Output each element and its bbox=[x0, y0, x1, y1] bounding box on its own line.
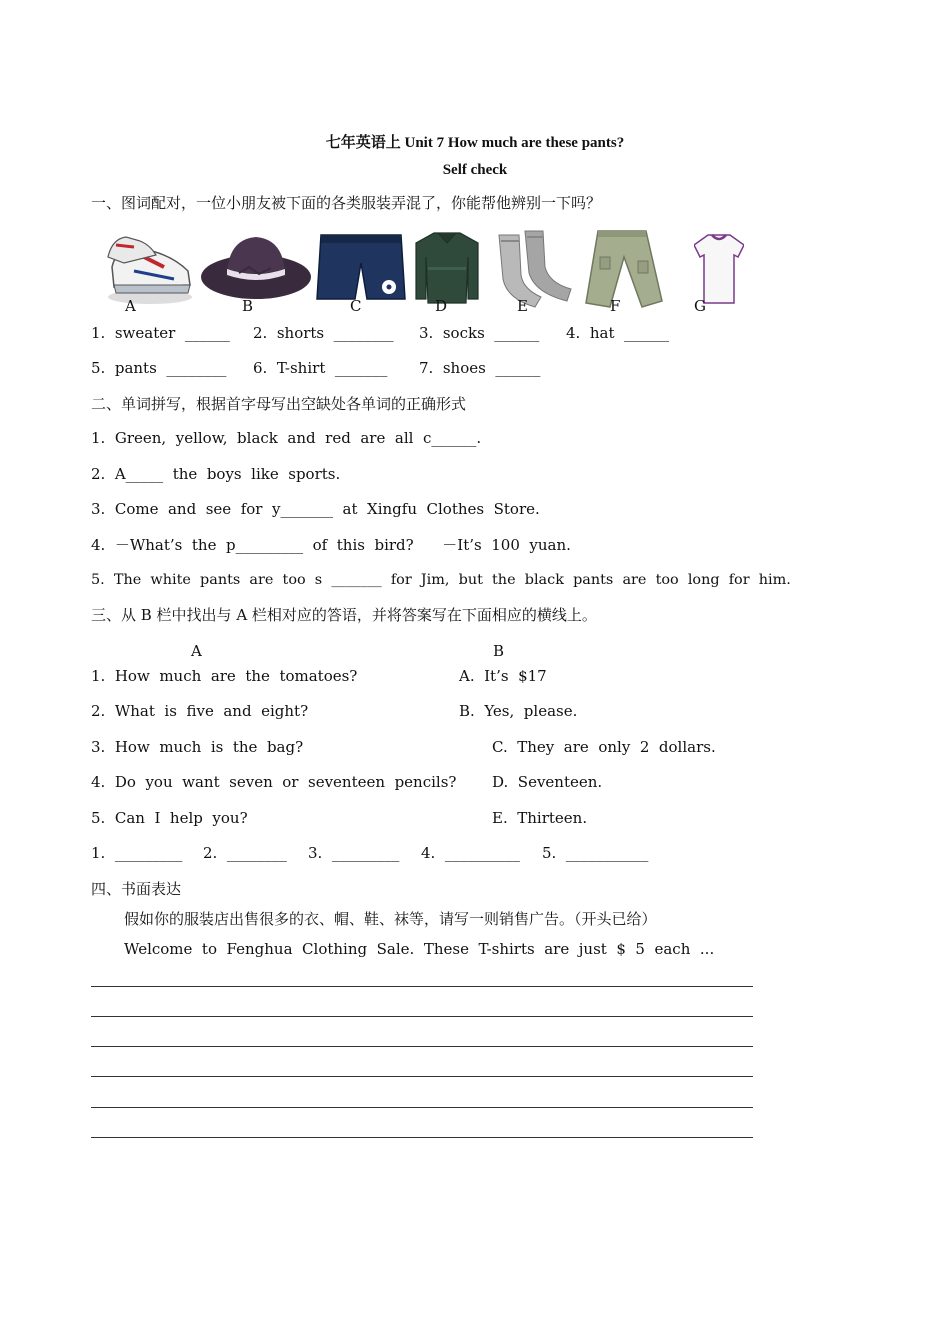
question-item: 1. How much are the tomatoes? bbox=[91, 667, 358, 685]
question-item: 5. Can I help you? bbox=[91, 809, 248, 827]
answer-blank: 4. __________ bbox=[421, 844, 520, 862]
writing-line bbox=[91, 1107, 753, 1108]
picture-label-b: B bbox=[242, 297, 254, 315]
spelling-item: 2. A_____ the boys like sports. bbox=[91, 465, 341, 483]
column-a-label: A bbox=[191, 642, 202, 660]
spelling-item: 1. Green, yellow, black and red are all c______. bbox=[91, 429, 482, 447]
shoes-icon bbox=[104, 227, 196, 309]
picture-e bbox=[485, 227, 577, 309]
section3-heading: 三、从 B 栏中找出与 A 栏相对应的答语，并将答案写在下面相应的横线上。 bbox=[91, 606, 597, 624]
picture-label-e: E bbox=[517, 297, 528, 315]
spelling-item: 5. The white pants are too s _______ for Jim, but the black pants are too long for him. bbox=[91, 572, 791, 588]
pants-icon bbox=[576, 227, 668, 309]
section4-heading: 四、书面表达 bbox=[91, 880, 182, 898]
match-item: 2. shorts ________ bbox=[253, 324, 394, 342]
picture-label-a: A bbox=[125, 297, 136, 315]
writing-line bbox=[91, 1076, 753, 1077]
match-item: 6. T-shirt _______ bbox=[253, 359, 388, 377]
writing-start: Welcome to Fenghua Clothing Sale. These T-shirts are just $ 5 each ... bbox=[124, 940, 715, 958]
page-title: 七年英语上 Unit 7 How much are these pants? bbox=[325, 135, 625, 151]
column-b-label: B bbox=[493, 642, 505, 660]
writing-instruction: 假如你的服装店出售很多的衣、帽、鞋、袜等，请写一则销售广告。（开头已给） bbox=[124, 910, 657, 928]
section2-heading: 二、单词拼写，根据首字母写出空缺处各单词的正确形式 bbox=[91, 395, 467, 413]
writing-line bbox=[91, 986, 753, 987]
answer-blank: 2. ________ bbox=[203, 844, 287, 862]
match-item: 4. hat ______ bbox=[566, 324, 670, 342]
socks-icon bbox=[485, 227, 577, 309]
picture-label-c: C bbox=[350, 297, 362, 315]
answer-option: B. Yes, please. bbox=[459, 702, 578, 720]
spelling-item: 3. Come and see for y_______ at Xingfu Clothes Store. bbox=[91, 500, 540, 518]
answer-blank: 5. ___________ bbox=[542, 844, 649, 862]
section1-heading: 一、图词配对，一位小朋友被下面的各类服装弄混了，你能帮他辨别一下吗？ bbox=[91, 194, 602, 212]
page-subtitle: Self check bbox=[442, 162, 508, 178]
question-item: 4. Do you want seven or seventeen pencils? bbox=[91, 773, 457, 791]
answer-option: A. It’s $17 bbox=[459, 667, 547, 685]
match-item: 7. shoes ______ bbox=[419, 359, 541, 377]
question-item: 3. How much is the bag? bbox=[91, 738, 304, 756]
answer-option: C. They are only 2 dollars. bbox=[492, 738, 716, 756]
writing-line bbox=[91, 1016, 753, 1017]
writing-line bbox=[91, 1046, 753, 1047]
match-item: 1. sweater ______ bbox=[91, 324, 230, 342]
spelling-item: 4. －What’s the p_________ of this bird? －It’s 100 yuan. bbox=[91, 536, 571, 554]
writing-line bbox=[91, 1137, 753, 1138]
picture-label-f: F bbox=[610, 297, 621, 315]
answer-option: D. Seventeen. bbox=[492, 773, 603, 791]
picture-b bbox=[199, 227, 313, 309]
picture-a bbox=[104, 227, 196, 309]
question-item: 2. What is five and eight? bbox=[91, 702, 309, 720]
answer-blank: 3. _________ bbox=[308, 844, 400, 862]
match-item: 5. pants ________ bbox=[91, 359, 227, 377]
answer-option: E. Thirteen. bbox=[492, 809, 588, 827]
picture-label-g: G bbox=[694, 297, 706, 315]
answer-blank: 1. _________ bbox=[91, 844, 183, 862]
picture-label-d: D bbox=[435, 297, 448, 315]
match-item: 3. socks ______ bbox=[419, 324, 540, 342]
hat-icon bbox=[199, 227, 313, 309]
picture-f bbox=[576, 227, 668, 309]
